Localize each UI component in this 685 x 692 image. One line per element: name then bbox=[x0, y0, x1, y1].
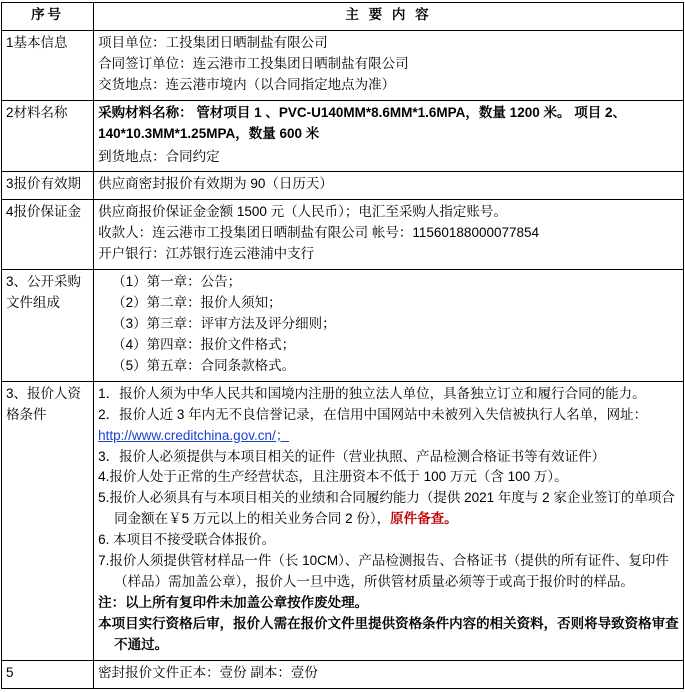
table-row bbox=[2, 381, 684, 660]
row-label-text: 报价保证金 bbox=[13, 204, 82, 220]
row-label-bid-deposit bbox=[2, 200, 94, 270]
table-row bbox=[2, 270, 684, 382]
row-label-material-name bbox=[2, 100, 94, 172]
row-label-document-composition bbox=[2, 270, 94, 382]
row-label-text: 基本信息 bbox=[13, 34, 68, 50]
header-col-content: 主 要 内 容 bbox=[94, 3, 684, 31]
original-copy-note: 原件备查。 bbox=[390, 511, 458, 527]
row-label-text: 报价人资格条件 bbox=[6, 385, 82, 422]
qualification-item: 7.报价人须提供管材样品一件（长 10CM）、产品检测报告、合格证书（提供的所有证件、复印件（样品）需加盖公章），报价人一旦中选，所供管材质量必须等于或高于报价时的样品。 bbox=[98, 553, 669, 590]
row-content-material-name bbox=[94, 100, 684, 172]
table-row bbox=[2, 200, 684, 270]
row-no: 1 bbox=[6, 34, 14, 50]
row-content-bid-deposit bbox=[94, 200, 684, 270]
row-content-document-composition bbox=[94, 270, 684, 382]
content-line: 供应商密封报价有效期为 90（日历天） bbox=[98, 176, 333, 192]
content-line: 合同签订单位：连云港市工投集团日晒制盐有限公司 bbox=[98, 55, 409, 71]
qualification-post-review-note: 本项目实行资格后审，报价人需在报价文件里提供资格条件内容的相关资料，否则将导致资格审查不通过。 bbox=[98, 615, 679, 652]
content-line: 收款人：连云港市工投集团日晒制盐有限公司 帐号：11560188000077854 bbox=[98, 225, 540, 241]
qualification-item: 4.报价人处于正常的生产经营状态，且注册资本不低于 100 万元（含 100 万）。 bbox=[98, 469, 568, 485]
row-label-qualification bbox=[2, 381, 94, 660]
row-content-sealed-documents bbox=[94, 660, 684, 688]
table-header-row bbox=[2, 3, 684, 31]
qualification-item: 1．报价人须为中华人民共和国境内注册的独立法人单位，具备独立订立和履行合同的能力。 bbox=[98, 385, 646, 401]
row-label-text: 材料名称 bbox=[13, 104, 68, 120]
content-line: 密封报价文件正本：壹份 副本：壹份 bbox=[98, 664, 318, 680]
qualification-item-5-text: 5.报价人必须具有与本项目相关的业绩和合同履约能力（提供 2021 年度与 2 家企业签订的单项合同金额在￥5 万元以上的相关业务合同 2 份）， bbox=[98, 490, 675, 527]
content-line: （4）第四章：报价文件格式； bbox=[112, 336, 296, 352]
content-line: （1）第一章：公告； bbox=[112, 274, 242, 290]
procurement-table bbox=[1, 2, 684, 689]
row-no: 3 bbox=[6, 176, 14, 192]
content-line: 项目单位：工投集团日晒制盐有限公司 bbox=[98, 34, 328, 50]
content-line: （3）第三章：评审方法及评分细则； bbox=[112, 315, 336, 331]
row-no: 2 bbox=[6, 104, 14, 120]
table-row bbox=[2, 100, 684, 172]
row-label-text: 公开采购文件组成 bbox=[6, 274, 82, 311]
row-no: 3、 bbox=[6, 385, 28, 401]
qualification-item-5 bbox=[98, 488, 679, 530]
content-line: 供应商报价保证金金额 1500 元（人民币）；电汇至采购人指定账号。 bbox=[98, 204, 507, 220]
qualification-note: 注：以上所有复印件未加盖公章按作废处理。 bbox=[98, 594, 369, 610]
content-line: （2）第二章：报价人须知； bbox=[112, 295, 282, 311]
qualification-item: 6. 本项目不接受联合体报价。 bbox=[98, 532, 276, 548]
content-line: （5）第五章：合同条款格式。 bbox=[112, 357, 296, 373]
content-line: 开户银行：江苏银行连云港浦中支行 bbox=[98, 246, 315, 262]
qualification-item: 3．报价人必须提供与本项目相关的证件（营业执照、产品检测合格证书等有效证件） bbox=[98, 448, 606, 464]
creditchina-link[interactable]: http://www.creditchina.gov.cn/； bbox=[98, 427, 290, 443]
content-line: 到货地点：合同约定 bbox=[98, 148, 220, 164]
table-row bbox=[2, 172, 684, 200]
row-content-qualification bbox=[94, 381, 684, 660]
table-row bbox=[2, 660, 684, 688]
row-label-basic-info bbox=[2, 30, 94, 100]
row-no: 3、 bbox=[6, 274, 28, 290]
row-label-text: 报价有效期 bbox=[13, 176, 82, 192]
header-col-no: 序号 bbox=[2, 3, 94, 31]
row-content-quote-validity bbox=[94, 172, 684, 200]
row-label-quote-validity bbox=[2, 172, 94, 200]
content-line: 采购材料名称： 管材项目 1 、PVC-U140MM*8.6MM*1.6MPA，数量 1200 米。 项目 2、140*10.3MM*1.25MPA，数量 600 米 bbox=[98, 104, 626, 141]
row-label-sealed-documents bbox=[2, 660, 94, 688]
row-no: 4 bbox=[6, 204, 14, 220]
row-no: 5 bbox=[6, 664, 14, 680]
qualification-item: 2．报价人近 3 年内无不良信誉记录，在信用中国网站中未被列入失信被执行人名单，网址： bbox=[98, 406, 648, 422]
row-content-basic-info bbox=[94, 30, 684, 100]
content-line: 交货地点：连云港市境内（以合同指定地点为准） bbox=[98, 76, 396, 92]
table-row bbox=[2, 30, 684, 100]
